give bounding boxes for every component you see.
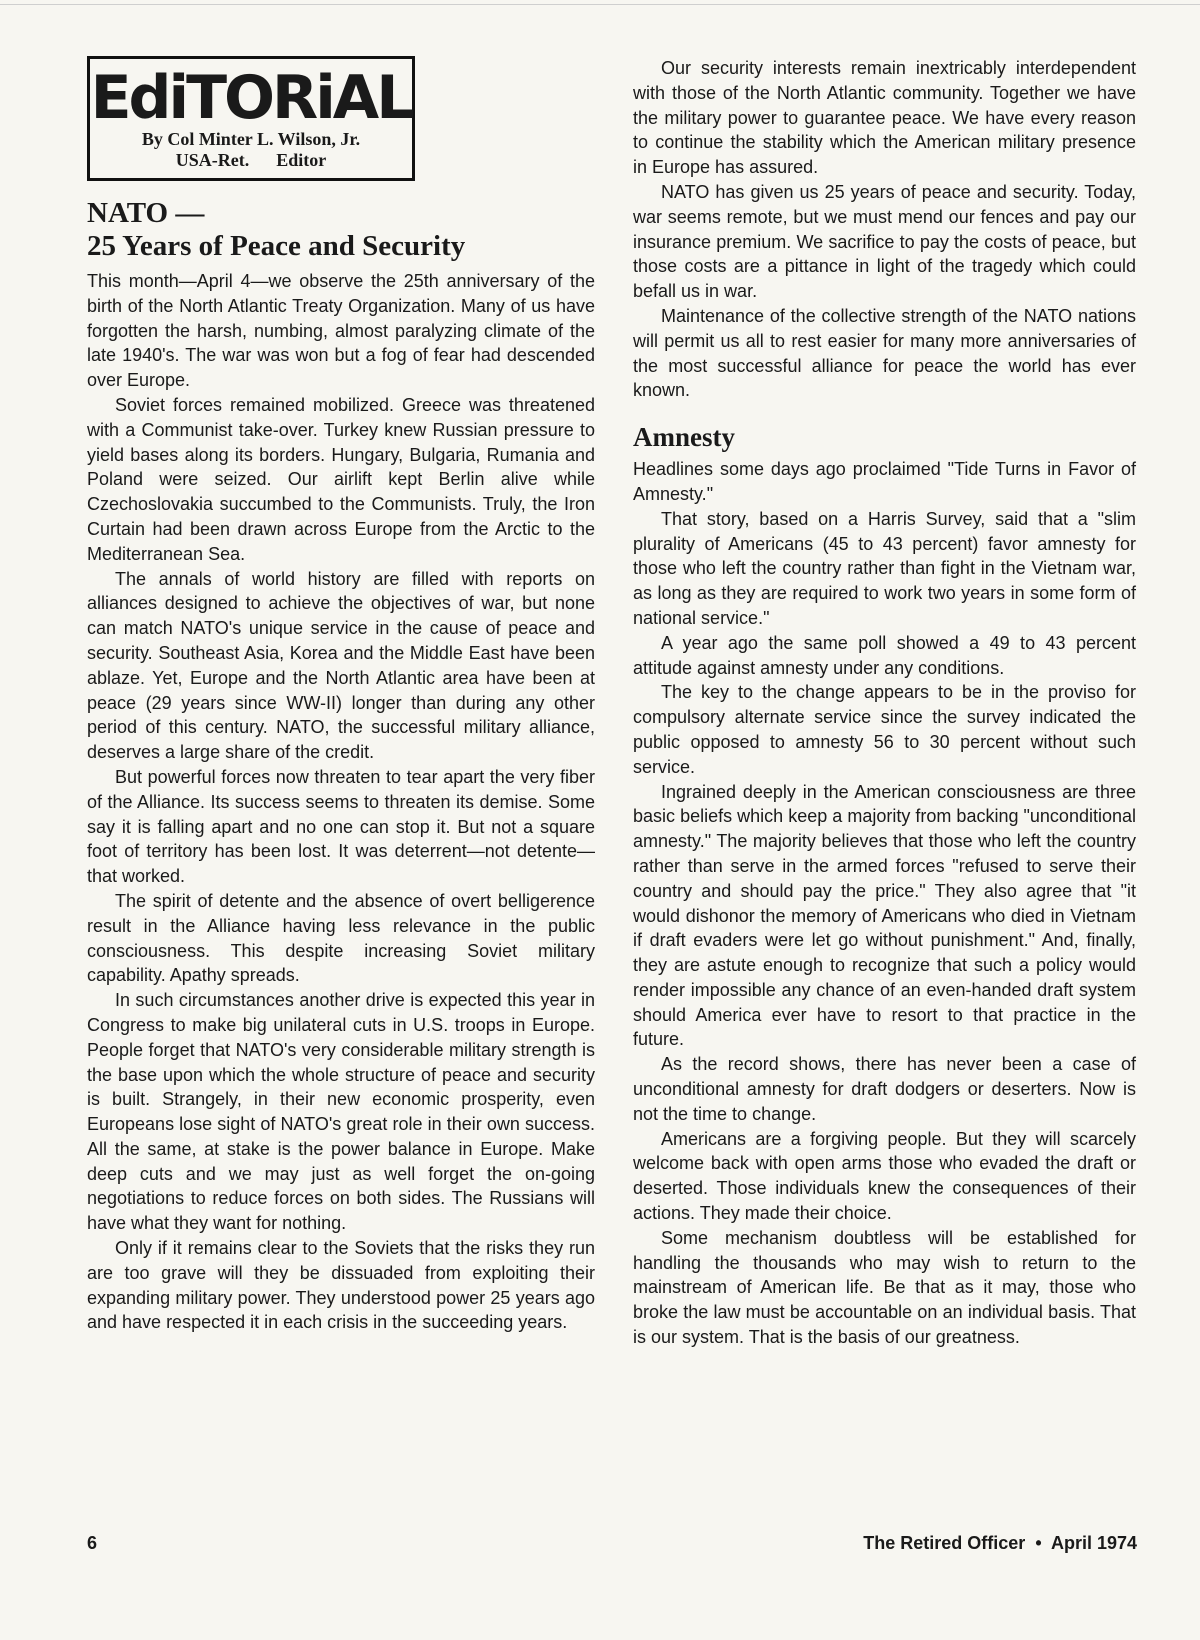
nato-paragraph: Maintenance of the collective strength of the NATO nations will permit us all to rest easier for many more anniversaries of the most successful alliance for peace the world has ever known. xyxy=(633,305,1136,401)
byline-role: USA-Ret. Editor xyxy=(175,150,327,170)
nato-paragraph: In such circumstances another drive is expected this year in Congress to make big unilateral cuts in U.S. troops in Europe. People forget that NATO's very considerable military strength is the base upon which the whole structure of peace and security is built. Strangely, in their new economic prosperity, even Europeans lose sight of NATO's great role in their own success. All the same, at stake is the power balance in Europe. Make deep cuts and we may just as well forget the on-going negotiations to reduce forces on both sides. The Russians will have what they want for nothing. xyxy=(87,990,595,1234)
nato-paragraph: Soviet forces remained mobilized. Greece was threatened with a Communist take-over. Turkey knew Russian pressure to yield bases along its borders. Hungary, Bulgaria, Rumania and Poland were seized. Our airlift kept Berlin alive while Czechoslovakia succumbed to the Communists. Truly, the Iron Curtain had been drawn across Europe from the Arctic to the Mediterranean Sea. xyxy=(87,394,595,564)
publication-footer: The Retired Officer • April 1974 xyxy=(863,1533,1137,1553)
amnesty-paragraph: Some mechanism doubtless will be established for handling the thousands who may wish to return to the mainstream of American life. Be that as it may, those who broke the law must be accountable on an individual basis. That is our system. That is the basis of our greatness. xyxy=(633,1227,1136,1348)
nato-paragraph: NATO has given us 25 years of peace and security. Today, war seems remote, but we must mend our fences and pay our insurance premium. We sacrifice to pay the costs of peace, but those costs are a pittance in light of the tragedy which could befall us in war. xyxy=(633,181,1136,302)
amnesty-paragraph: Headlines some days ago proclaimed "Tide Turns in Favor of Amnesty." xyxy=(633,459,1136,504)
page-number: 6 xyxy=(87,1533,98,1553)
nato-paragraph: The annals of world history are filled with reports on alliances designed to achieve the objectives of war, but none can match NATO's unique service in the cause of peace and security. Southeast Asia, Korea and the Middle East have been ablaze. Yet, Europe and the North Atlantic area have been at peace (29 years since WW-II) longer than during any other period of this century. NATO, the successful military alliance, deserves a large share of the credit. xyxy=(87,568,595,763)
byline-author: By Col Minter L. Wilson, Jr. xyxy=(141,129,361,149)
nato-paragraph: But powerful forces now threaten to tear apart the very fiber of the Alliance. Its success seems to threaten its demise. Some say it is falling apart and no one can stop it. But not a square foot of territory has been lost. It was deterrent—not detente—that worked. xyxy=(87,766,595,887)
amnesty-paragraph: As the record shows, there has never been a case of unconditional amnesty for draft dodgers or deserters. Now is not the time to change. xyxy=(633,1054,1136,1124)
amnesty-paragraph: Ingrained deeply in the American consciousness are three basic beliefs which keep a majority from backing "unconditional amnesty." The majority believes that those who left the country rather than serve in the armed forces "refused to serve their country and should pay the price." They also agree that "it would dishonor the memory of Americans who died in Vietnam if draft evaders were let go without punishment." And, finally, they are astute enough to recognize that such a policy would render impossible any chance of an even-handed draft system should America ever have to resort to that practice in the future. xyxy=(633,781,1136,1050)
amnesty-headline: Amnesty xyxy=(633,422,735,453)
nato-subheadline: 25 Years of Peace and Security xyxy=(87,230,466,262)
nato-headline: NATO — xyxy=(87,197,205,229)
editorial-logo: EdiTORiAL xyxy=(90,63,412,133)
right-column xyxy=(633,56,1136,1350)
page-top-rule xyxy=(0,4,1200,5)
nato-paragraph: The spirit of detente and the absence of overt belligerence result in the Alliance having less relevance in the public consciousness. This despite increasing Soviet military capability. Apathy spreads. xyxy=(87,890,595,986)
amnesty-paragraph: The key to the change appears to be in the proviso for compulsory alternate service since the survey indicated the public opposed to amnesty 56 to 30 percent without such service. xyxy=(633,682,1136,777)
amnesty-paragraph: That story, based on a Harris Survey, said that a "slim plurality of Americans (45 to 43 percent) favor amnesty for those who left the country rather than fight in the Vietnam war, as long as they are required to work two years in some form of national service." xyxy=(633,508,1136,628)
amnesty-paragraph: A year ago the same poll showed a 49 to 43 percent attitude against amnesty under any conditions. xyxy=(633,632,1136,678)
nato-paragraph: Our security interests remain inextricably interdependent with those of the North Atlantic community. Together we have the military power to guarantee peace. We have every reason to continue the stability which the American military presence in Europe has assured. xyxy=(633,58,1136,178)
nato-paragraph: This month—April 4—we observe the 25th anniversary of the birth of the North Atlantic Treaty Organization. Many of us have forgotten the harsh, numbing, almost paralyzing climate of the late 1940's. The war was won but a fog of fear had descended over Europe. xyxy=(87,271,595,391)
left-column xyxy=(87,56,595,1335)
nato-paragraph: Only if it remains clear to the Soviets that the risks they run are too grave will they be dissuaded from exploiting their expanding military power. They understood power 25 years ago and have respected it in each crisis in the succeeding years. xyxy=(87,1238,595,1333)
editorial-masthead xyxy=(87,56,415,181)
amnesty-paragraph: Americans are a forgiving people. But they will scarcely welcome back with open arms those who evaded the draft or deserted. Those individuals knew the consequences of their actions. They made their choice. xyxy=(633,1128,1136,1224)
